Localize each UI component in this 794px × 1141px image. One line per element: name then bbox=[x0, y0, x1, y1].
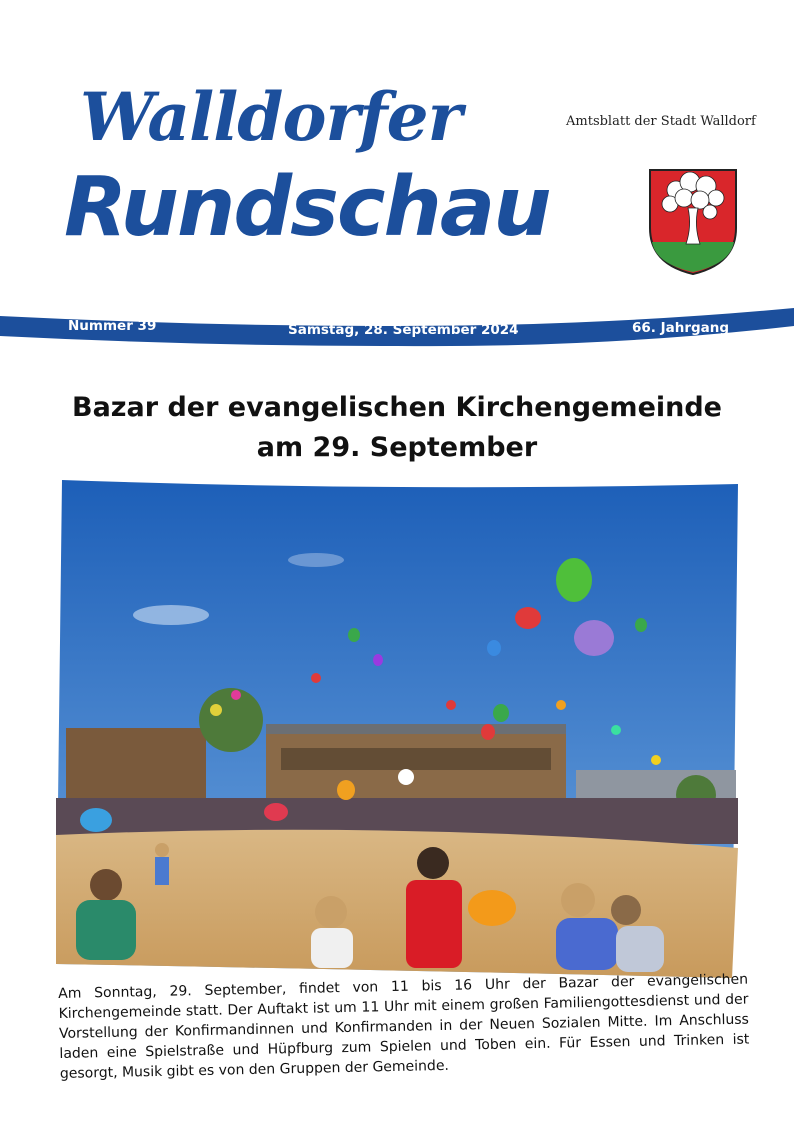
masthead-title-rundschau: Rundschau bbox=[64, 160, 550, 255]
article-headline bbox=[40, 388, 754, 468]
masthead-subtitle: Amtsblatt der Stadt Walldorf bbox=[566, 114, 756, 129]
issue-volume: 66. Jahrgang bbox=[632, 320, 730, 336]
masthead-title-walldorfer: Walldorfer bbox=[80, 78, 462, 156]
issue-number: Nummer 39 bbox=[68, 318, 157, 334]
article-body: Am Sonntag, 29. September, findet von 11 bis 16 Uhr der Bazar der evangelischen Kirchengemeinde statt. Der Auftakt ist um 11 Uhr mit einem großen Familiengottesdienst und der Vorstellung der Konfirmandinnen und Konfirmanden in der Neuen Sozialen Mitte. Im Anschluss laden eine Spielstraße und Hüpfburg zum Spielen und Toben ein. Für Essen und Trinken ist gesorgt, Musik gibt es von den Gruppen der Gemeinde. bbox=[58, 971, 750, 1082]
headline-line-1: Bazar der evangelischen Kirchengemeinde bbox=[72, 392, 722, 423]
city-coat-of-arms-icon bbox=[648, 168, 738, 276]
issue-date: Samstag, 28. September 2024 bbox=[288, 322, 519, 338]
headline-line-2: am 29. September bbox=[256, 432, 538, 463]
article-photo bbox=[56, 480, 738, 978]
